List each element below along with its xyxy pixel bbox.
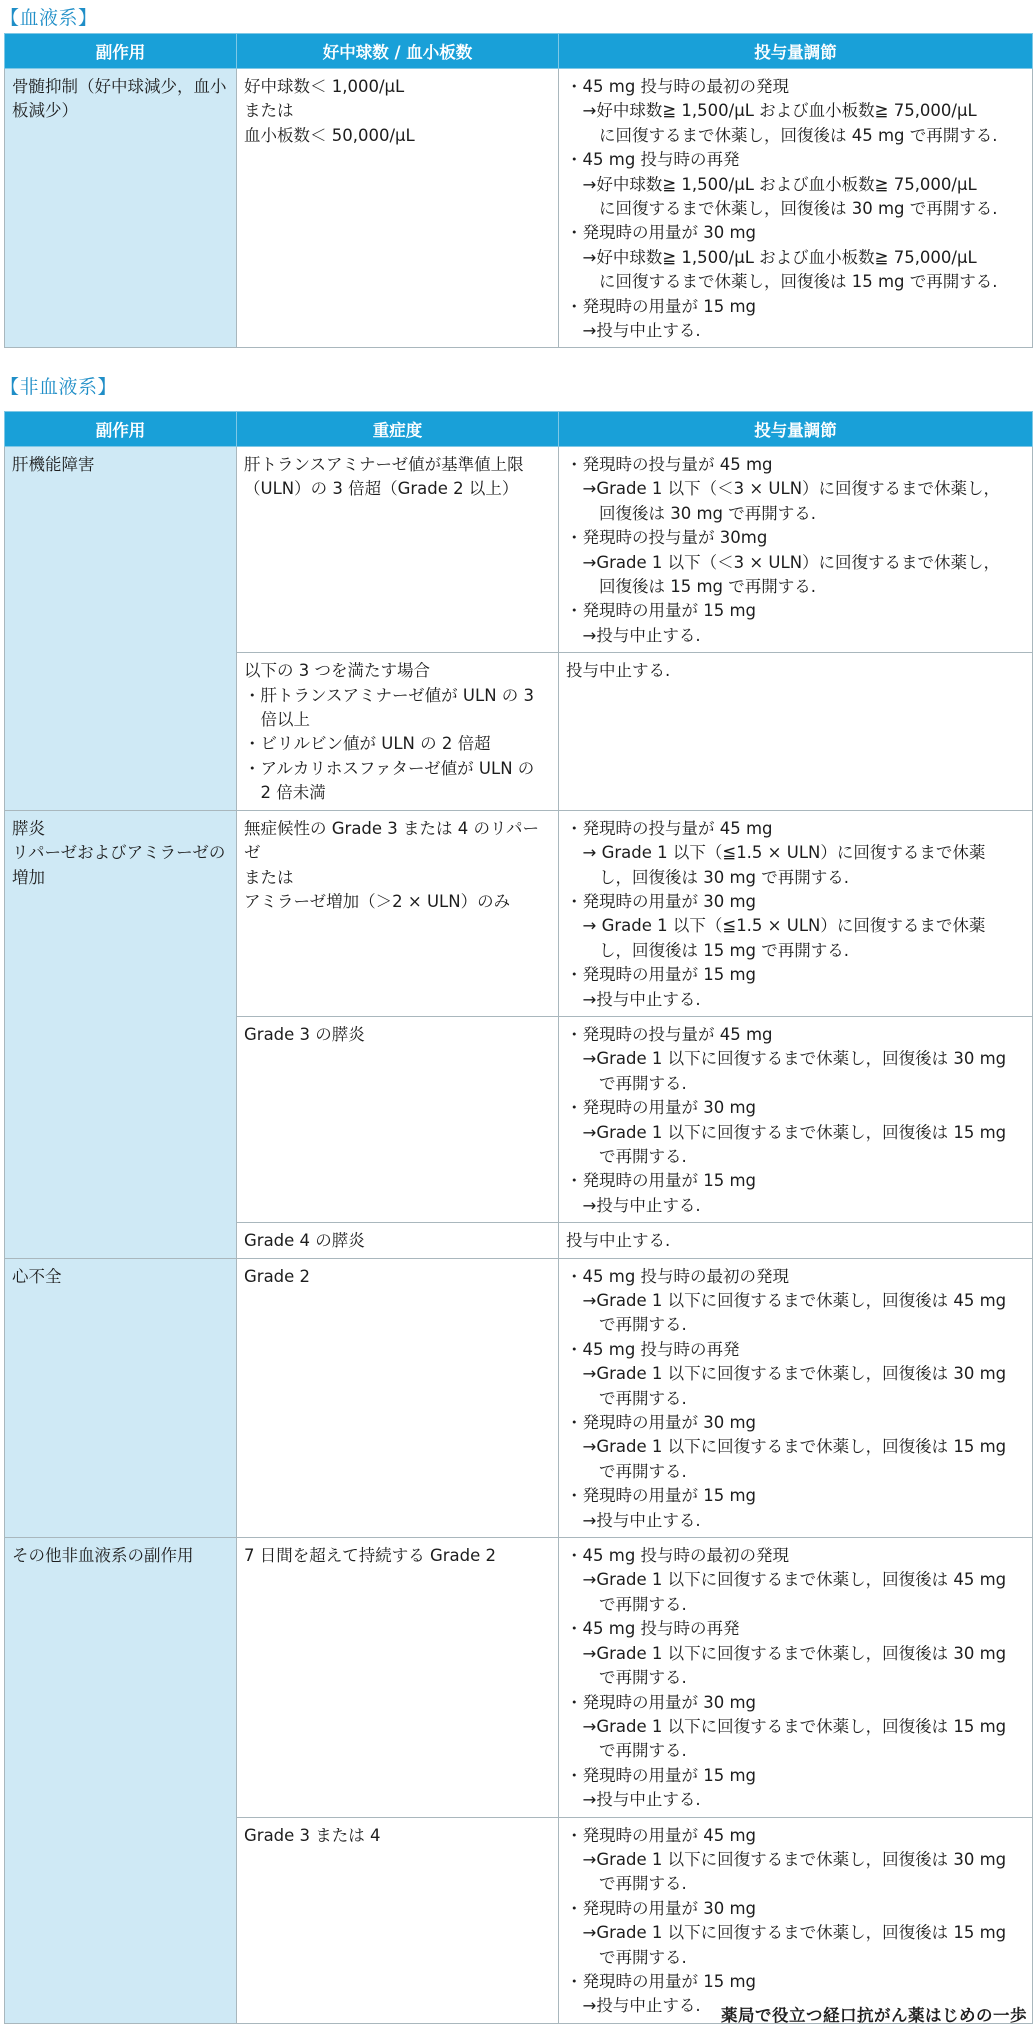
condition-cell: Grade 3 の膵炎	[237, 1016, 559, 1222]
column-header: 投与量調節	[559, 412, 1033, 447]
effect-cell: 膵炎 リパーゼおよびアミラーゼの増加	[5, 810, 237, 1258]
table-header-row	[5, 34, 1033, 69]
column-header: 重症度	[237, 412, 559, 447]
adjustment-cell: ・45 mg 投与時の最初の発現 →Grade 1 以下に回復するまで休薬し，回復後は 45 mg で再開する. ・45 mg 投与時の再発 →Grade 1 以下に回復するまで休薬し，回復後は 30 mg で再開する. ・発現時の用量が 30 mg →Grade 1 以下に回復するまで休薬し，回復後は 15 mg で再開する. ・発現時の用量が 15 mg →投与中止する.	[559, 1538, 1033, 1817]
condition-cell: 無症候性の Grade 3 または 4 のリパーゼ または アミラーゼ増加（＞2 × ULN）のみ	[237, 810, 559, 1016]
effect-cell: 骨髄抑制（好中球減少，血小板減少）	[5, 69, 237, 348]
adjustment-cell: ・45 mg 投与時の最初の発現 →Grade 1 以下に回復するまで休薬し，回復後は 45 mg で再開する. ・45 mg 投与時の再発 →Grade 1 以下に回復するまで休薬し，回復後は 30 mg で再開する. ・発現時の用量が 30 mg →Grade 1 以下に回復するまで休薬し，回復後は 15 mg で再開する. ・発現時の用量が 15 mg →投与中止する.	[559, 1258, 1033, 1537]
adjustment-cell: ・発現時の投与量が 45 mg →Grade 1 以下に回復するまで休薬し，回復後は 30 mg で再開する. ・発現時の用量が 30 mg →Grade 1 以下に回復するまで休薬し，回復後は 15 mg で再開する. ・発現時の用量が 15 mg →投与中止する.	[559, 1016, 1033, 1222]
table-row	[5, 1538, 1033, 1817]
column-header: 好中球数 / 血小板数	[237, 34, 559, 69]
column-header: 副作用	[5, 412, 237, 447]
hematologic-table	[4, 33, 1033, 348]
table-row	[5, 447, 1033, 653]
table-row	[5, 1258, 1033, 1537]
condition-cell: Grade 4 の膵炎	[237, 1223, 559, 1258]
adjustment-cell: 投与中止する.	[559, 1223, 1033, 1258]
adjustment-cell: ・45 mg 投与時の最初の発現 →好中球数≧ 1,500/μL および血小板数≧ 75,000/μL に回復するまで休薬し，回復後は 45 mg で再開する. ・45 mg 投与時の再発 →好中球数≧ 1,500/μL および血小板数≧ 75,000/μL に回復するまで休薬し，回復後は 30 mg で再開する. ・発現時の用量が 30 mg →好中球数≧ 1,500/μL および血小板数≧ 75,000/μL に回復するまで休薬し，回復後は 15 mg で再開する. ・発現時の用量が 15 mg →投与中止する.	[559, 69, 1033, 348]
footer-book-title: 薬局で役立つ経口抗がん薬はじめの一歩	[721, 2006, 1027, 2025]
effect-cell: 肝機能障害	[5, 447, 237, 811]
condition-cell: Grade 3 または 4	[237, 1817, 559, 2023]
effect-cell: その他非血液系の副作用	[5, 1538, 237, 2024]
effect-cell: 心不全	[5, 1258, 237, 1537]
section-title-hematologic: 【血液系】	[0, 7, 98, 29]
adjustment-cell: 投与中止する.	[559, 653, 1033, 810]
condition-cell: 7 日間を超えて持続する Grade 2	[237, 1538, 559, 1817]
table-header-row	[5, 412, 1033, 447]
condition-cell: 好中球数＜ 1,000/μL または 血小板数＜ 50,000/μL	[237, 69, 559, 348]
adjustment-cell: ・発現時の用量が 45 mg →Grade 1 以下に回復するまで休薬し，回復後は 30 mg で再開する. ・発現時の用量が 30 mg →Grade 1 以下に回復するまで休薬し，回復後は 15 mg で再開する. ・発現時の用量が 15 mg →投与中止する.	[559, 1817, 1033, 2023]
condition-cell: 肝トランスアミナーゼ値が基準値上限（ULN）の 3 倍超（Grade 2 以上）	[237, 447, 559, 653]
condition-cell: 以下の 3 つを満たす場合 ・肝トランスアミナーゼ値が ULN の 3 倍以上 ・ビリルビン値が ULN の 2 倍超 ・アルカリホスファターゼ値が ULN の 2 倍未満	[237, 653, 559, 810]
condition-cell: Grade 2	[237, 1258, 559, 1537]
adjustment-cell: ・発現時の投与量が 45 mg → Grade 1 以下（≦1.5 × ULN）に回復するまで休薬 し，回復後は 30 mg で再開する. ・発現時の用量が 30 mg → Grade 1 以下（≦1.5 × ULN）に回復するまで休薬 し，回復後は 15 mg で再開する. ・発現時の用量が 15 mg →投与中止する.	[559, 810, 1033, 1016]
table-row	[5, 69, 1033, 348]
column-header: 投与量調節	[559, 34, 1033, 69]
nonhematologic-table	[4, 411, 1033, 2024]
column-header: 副作用	[5, 34, 237, 69]
adjustment-cell: ・発現時の投与量が 45 mg →Grade 1 以下（＜3 × ULN）に回復するまで休薬し， 回復後は 30 mg で再開する. ・発現時の投与量が 30mg →Grade 1 以下（＜3 × ULN）に回復するまで休薬し， 回復後は 15 mg で再開する. ・発現時の用量が 15 mg →投与中止する.	[559, 447, 1033, 653]
section-title-nonhematologic: 【非血液系】	[0, 376, 118, 398]
table-row	[5, 810, 1033, 1016]
